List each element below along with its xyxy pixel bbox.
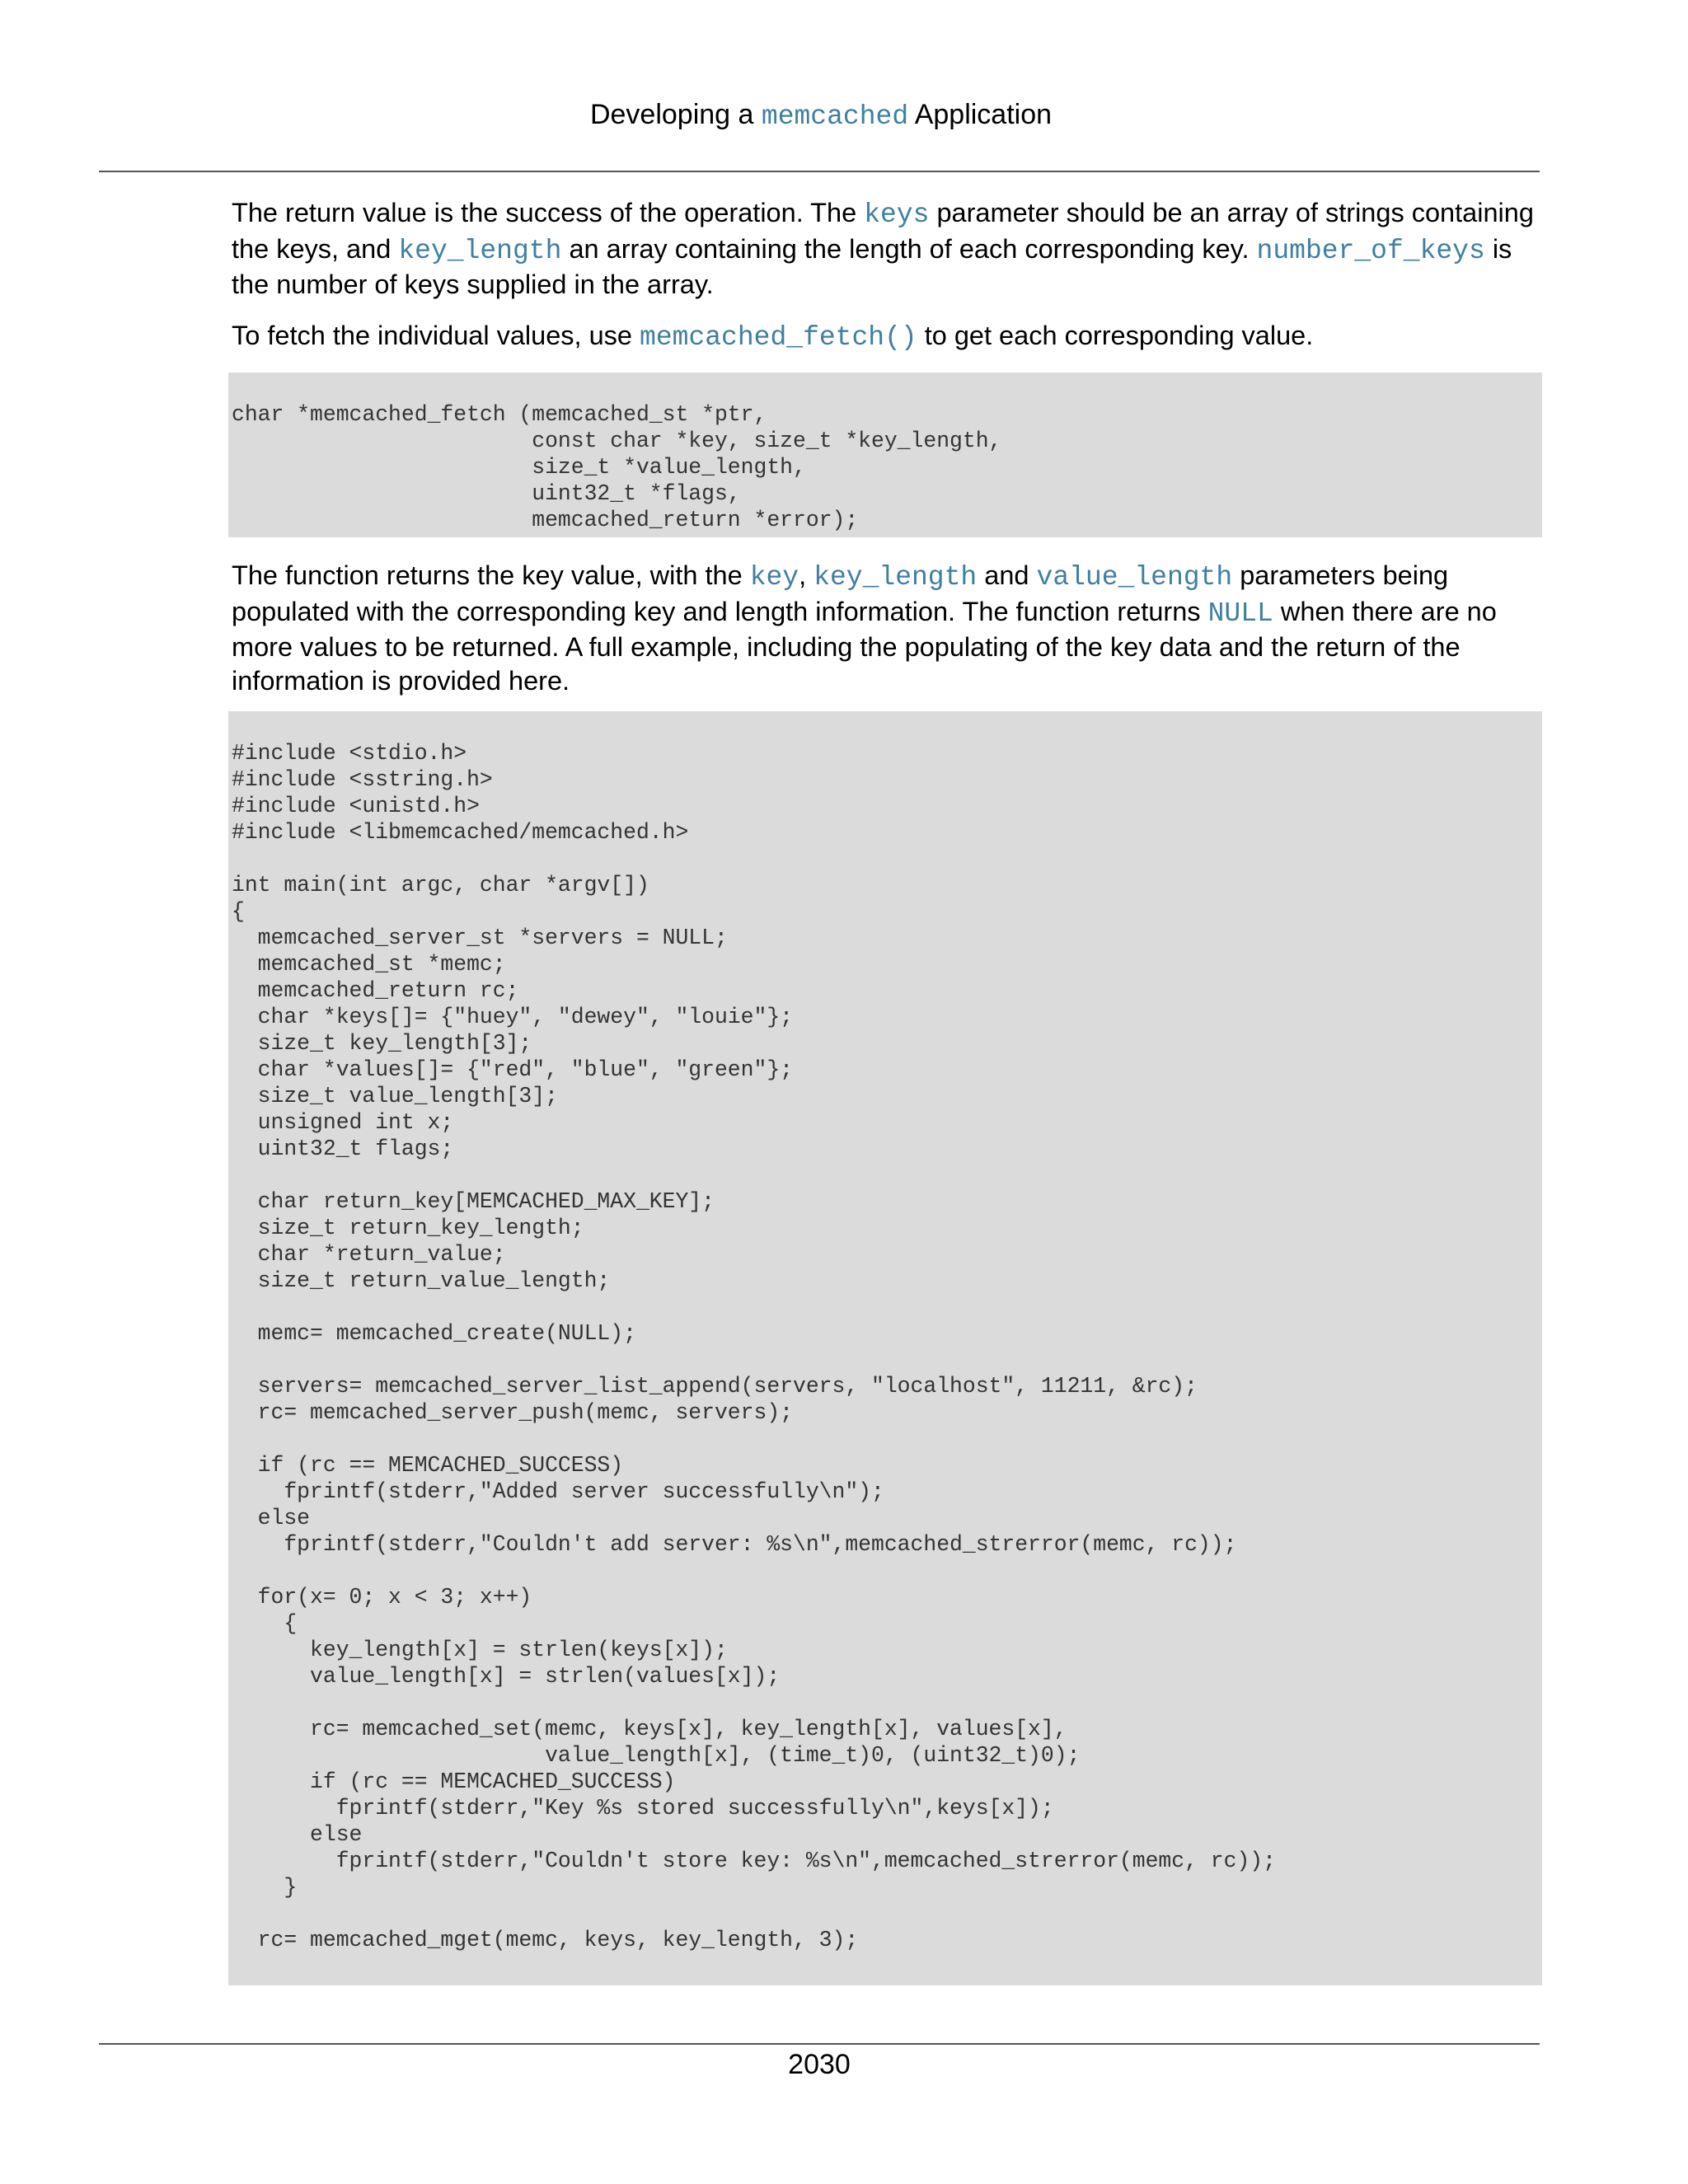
code-term: keys bbox=[864, 199, 930, 230]
code-text: char *memcached_fetch (memcached_st *ptr, const char *key, size_t *key_length, size_t *value_length, uint32_t *flags, memcached_return *error); bbox=[232, 402, 1002, 532]
code-term: key bbox=[749, 562, 799, 593]
text: and bbox=[984, 560, 1029, 590]
text: an array containing the length of each corresponding key. bbox=[569, 233, 1250, 264]
page-number: 2030 bbox=[788, 2049, 851, 2080]
header-divider bbox=[99, 171, 1540, 172]
code-block-fetch-signature bbox=[228, 373, 1542, 537]
code-term: memcached_fetch() bbox=[640, 322, 917, 353]
code-term: key_length bbox=[814, 562, 978, 593]
header-title-prefix: Developing a bbox=[589, 99, 754, 130]
code-text: #include <stdio.h> #include <sstring.h> #include <unistd.h> #include <libmemcached/memcached.h> int main(int argc, char *argv[]) { memcached_server_st *servers = NULL; memcached_st *memc; memcached_return rc; char *keys[]= {"huey", "dewey", "louie"}; size_t key_length[3]; char *values[]= {"red", "blue", "green"}; size_t value_length[3]; unsigned int x; uint32_t flags; char return_key[MEMCACHED_MAX_KEY]; size_t return_key_length; char *return_value; size_t return_value_length; memc= memcached_create(NULL); servers= memcached_server_list_append(servers, "localhost", 11211, &rc); rc= memcached_server_push(memc, servers); if (rc == MEMCACHED_SUCCESS) fprintf(stderr,"Added server successfully\n"); else fprintf(stderr,"Couldn't add server: %s\n",memcached_strerror(memc, rc)); for(x= 0; x < 3; x++) { key_length[x] = strlen(keys[x]); value_length[x] = strlen(values[x]); rc= memcached_set(memc, keys[x], key_length[x], values[x], value_length[x], (time_t)0, (uint32_t)0); if (rc == MEMCACHED_SUCCESS) fprintf(stderr,"Key %s stored successfully\n",keys[x]); else fprintf(stderr,"Couldn't store key: %s\n",memcached_strerror(memc, rc)); } rc= memcached_mget(memc, keys, key_length, 3); bbox=[232, 741, 1276, 1952]
code-term: key_length bbox=[398, 235, 562, 266]
text: The function returns the key value, with the bbox=[232, 560, 743, 590]
text: parameters being populated with the corresponding key and length information. The function returns bbox=[232, 560, 1449, 626]
text: when there are no more values to be returned. A full example, including the populating of the key data and the return of the information is provided here. bbox=[232, 596, 1497, 696]
text: parameter should be an array of strings containing the keys, and bbox=[232, 198, 1534, 264]
paragraph-fetch-intro bbox=[232, 319, 1550, 355]
page-header bbox=[0, 97, 1642, 134]
text: to get each corresponding value. bbox=[924, 321, 1314, 350]
paragraph-return-value bbox=[232, 196, 1550, 302]
text: The return value is the success of the operation. The bbox=[232, 198, 857, 227]
text: is the number of keys supplied in the array. bbox=[232, 233, 1512, 299]
paragraph-fetch-returns bbox=[232, 559, 1550, 697]
footer-divider bbox=[99, 2043, 1540, 2045]
code-block-full-example bbox=[228, 711, 1542, 1985]
header-title-suffix: Application bbox=[914, 99, 1053, 130]
text: , bbox=[799, 560, 807, 590]
text: To fetch the individual values, use bbox=[232, 321, 632, 350]
code-term: NULL bbox=[1207, 598, 1273, 629]
code-term: value_length bbox=[1036, 562, 1233, 593]
code-term: number_of_keys bbox=[1256, 235, 1485, 266]
header-title-code: memcached bbox=[761, 101, 909, 132]
